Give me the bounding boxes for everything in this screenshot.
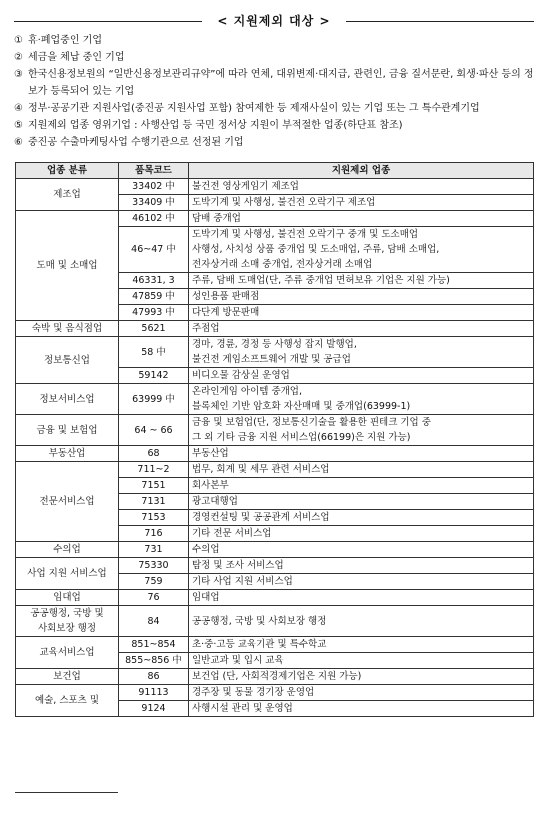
item-code-cell: 855~856 中 (119, 653, 189, 669)
excluded-industry-cell: 불건전 영상게임기 제조업 (189, 179, 534, 195)
table-row (16, 669, 534, 685)
industry-category-cell: 금융 및 보험업 (16, 415, 119, 446)
excluded-industry-cell: 탐정 및 조사 서비스업 (189, 558, 534, 574)
table-row (16, 211, 534, 227)
excluded-industry-cell: 도박기계 및 사행성, 불건전 오락기구 중개 및 도소매업 사행성, 사치성 상품 중개업 및 도소매업, 주류, 담배 소매업, 전자상거래 소매 중개업, 전자상거래 소매업 (189, 227, 534, 273)
header-excluded-industry: 지원제외 업종 (189, 163, 534, 179)
table-row (16, 337, 534, 368)
item-code-cell: 68 (119, 446, 189, 462)
excluded-industry-cell: 도박기계 및 사행성, 불건전 오락기구 제조업 (189, 195, 534, 211)
item-code-cell: 5621 (119, 321, 189, 337)
item-code-cell: 75330 (119, 558, 189, 574)
item-code-cell: 84 (119, 606, 189, 637)
industry-category-cell: 제조업 (16, 179, 119, 211)
excluded-industry-cell: 경마, 경륜, 경정 등 사행성 잡지 발행업, 불건전 게임소프트웨어 개발 및 공급업 (189, 337, 534, 368)
excluded-industry-cell: 임대업 (189, 590, 534, 606)
excluded-industry-cell: 담배 중개업 (189, 211, 534, 227)
exclusion-criteria-list (14, 32, 536, 151)
item-code-cell: 46331, 3 (119, 273, 189, 289)
table-row (16, 179, 534, 195)
criteria-item (14, 100, 536, 117)
item-code-cell: 731 (119, 542, 189, 558)
table-bottom-edge (15, 792, 118, 793)
industry-category-cell: 전문서비스업 (16, 462, 119, 542)
heading-rule-left (14, 21, 202, 22)
excluded-industry-cell: 법무, 회계 및 세무 관련 서비스업 (189, 462, 534, 478)
criteria-text: 한국신용정보원의 “일반신용정보관리규약”에 따라 연체, 대위변제·대지급, 관련인, 금융 질서문란, 회생·파산 등의 정보가 등록되어 있는 기업 (28, 69, 534, 97)
table-row (16, 446, 534, 462)
item-code-cell: 58 中 (119, 337, 189, 368)
criteria-item (14, 32, 536, 49)
item-code-cell: 7151 (119, 478, 189, 494)
excluded-industry-cell: 주점업 (189, 321, 534, 337)
item-code-cell: 33402 中 (119, 179, 189, 195)
excluded-industry-cell: 광고대행업 (189, 494, 534, 510)
item-code-cell: 46102 中 (119, 211, 189, 227)
criteria-text: 중진공 수출마케팅사업 수행기관으로 선정된 기업 (28, 137, 244, 148)
section-title: < 지원제외 대상 > (217, 14, 331, 28)
heading-rule-right (346, 21, 534, 22)
table-row (16, 590, 534, 606)
table-row (16, 462, 534, 478)
industry-category-cell: 임대업 (16, 590, 119, 606)
table-row (16, 606, 534, 637)
item-code-cell: 7153 (119, 510, 189, 526)
industry-category-cell: 교육서비스업 (16, 637, 119, 669)
criteria-number: ② (14, 52, 23, 63)
criteria-item (14, 49, 536, 66)
excluded-industry-cell: 수의업 (189, 542, 534, 558)
excluded-industry-cell: 금융 및 보험업(단, 정보통신기술을 활용한 핀테크 기업 중 그 외 기타 금융 지원 서비스업(66199)은 지원 가능) (189, 415, 534, 446)
industry-category-cell: 수의업 (16, 542, 119, 558)
criteria-number: ① (14, 35, 23, 46)
table-row (16, 542, 534, 558)
criteria-item (14, 66, 536, 100)
header-industry-category: 업종 분류 (16, 163, 119, 179)
section-heading (14, 12, 534, 30)
item-code-cell: 851~854 (119, 637, 189, 653)
table-row (16, 558, 534, 574)
excluded-industry-cell: 기타 전문 서비스업 (189, 526, 534, 542)
excluded-industry-cell: 온라인게임 아이템 중개업, 블록체인 기반 암호화 자산매매 및 중개업(63999-1) (189, 384, 534, 415)
criteria-text: 지원제외 업종 영위기업 : 사행산업 등 국민 정서상 지원이 부적절한 업종(하단표 참조) (28, 120, 403, 131)
industry-category-cell: 부동산업 (16, 446, 119, 462)
excluded-industry-cell: 기타 사업 지원 서비스업 (189, 574, 534, 590)
industry-category-cell: 정보서비스업 (16, 384, 119, 415)
item-code-cell: 33409 中 (119, 195, 189, 211)
industry-category-cell: 보건업 (16, 669, 119, 685)
item-code-cell: 63999 中 (119, 384, 189, 415)
item-code-cell: 46~47 中 (119, 227, 189, 273)
item-code-cell: 9124 (119, 701, 189, 717)
item-code-cell: 711~2 (119, 462, 189, 478)
criteria-text: 정부·공공기관 지원사업(중진공 지원사업 포함) 참여제한 등 제재사실이 있는 기업 또는 그 특수관계기업 (28, 103, 480, 114)
criteria-text: 세금을 체납 중인 기업 (28, 52, 125, 63)
criteria-item (14, 117, 536, 134)
table-row (16, 637, 534, 653)
item-code-cell: 59142 (119, 368, 189, 384)
criteria-number: ⑤ (14, 120, 23, 131)
excluded-industry-cell: 부동산업 (189, 446, 534, 462)
excluded-industry-cell: 다단계 방문판매 (189, 305, 534, 321)
excluded-industry-cell: 일반교과 및 입시 교육 (189, 653, 534, 669)
industry-category-cell: 도매 및 소매업 (16, 211, 119, 321)
item-code-cell: 86 (119, 669, 189, 685)
table-header-row (16, 163, 534, 179)
excluded-industry-cell: 경영컨설팅 및 공공관계 서비스업 (189, 510, 534, 526)
criteria-number: ③ (14, 69, 23, 80)
excluded-industry-cell: 경주장 및 동물 경기장 운영업 (189, 685, 534, 701)
industry-category-cell: 정보통신업 (16, 337, 119, 384)
excluded-industry-cell: 보건업 (단, 사회적경제기업은 지원 가능) (189, 669, 534, 685)
page-cutoff-mask (0, 792, 546, 815)
item-code-cell: 76 (119, 590, 189, 606)
excluded-industry-cell: 공공행정, 국방 및 사회보장 행정 (189, 606, 534, 637)
item-code-cell: 91113 (119, 685, 189, 701)
item-code-cell: 759 (119, 574, 189, 590)
criteria-item (14, 134, 536, 151)
criteria-number: ⑥ (14, 137, 23, 148)
excluded-industry-cell: 성인용품 판매점 (189, 289, 534, 305)
item-code-cell: 47859 中 (119, 289, 189, 305)
excluded-industry-cell: 비디오물 감상실 운영업 (189, 368, 534, 384)
table-row (16, 685, 534, 701)
header-item-code: 품목코드 (119, 163, 189, 179)
item-code-cell: 716 (119, 526, 189, 542)
table-row (16, 384, 534, 415)
criteria-number: ④ (14, 103, 23, 114)
excluded-industries-table (15, 162, 534, 717)
item-code-cell: 64 ~ 66 (119, 415, 189, 446)
excluded-industry-cell: 주류, 담배 도매업(단, 주류 중개업 면허보유 기업은 지원 가능) (189, 273, 534, 289)
excluded-industry-cell: 사행시설 관리 및 운영업 (189, 701, 534, 717)
item-code-cell: 7131 (119, 494, 189, 510)
criteria-text: 휴·폐업중인 기업 (28, 35, 102, 46)
table-row (16, 321, 534, 337)
item-code-cell: 47993 中 (119, 305, 189, 321)
industry-category-cell: 숙박 및 음식점업 (16, 321, 119, 337)
industry-category-cell: 공공행정, 국방 및 사회보장 행정 (16, 606, 119, 637)
excluded-industry-cell: 회사본부 (189, 478, 534, 494)
excluded-industry-cell: 초·중·고등 교육기관 및 특수학교 (189, 637, 534, 653)
industry-category-cell: 사업 지원 서비스업 (16, 558, 119, 590)
industry-category-cell: 예술, 스포츠 및 (16, 685, 119, 717)
table-row (16, 415, 534, 446)
